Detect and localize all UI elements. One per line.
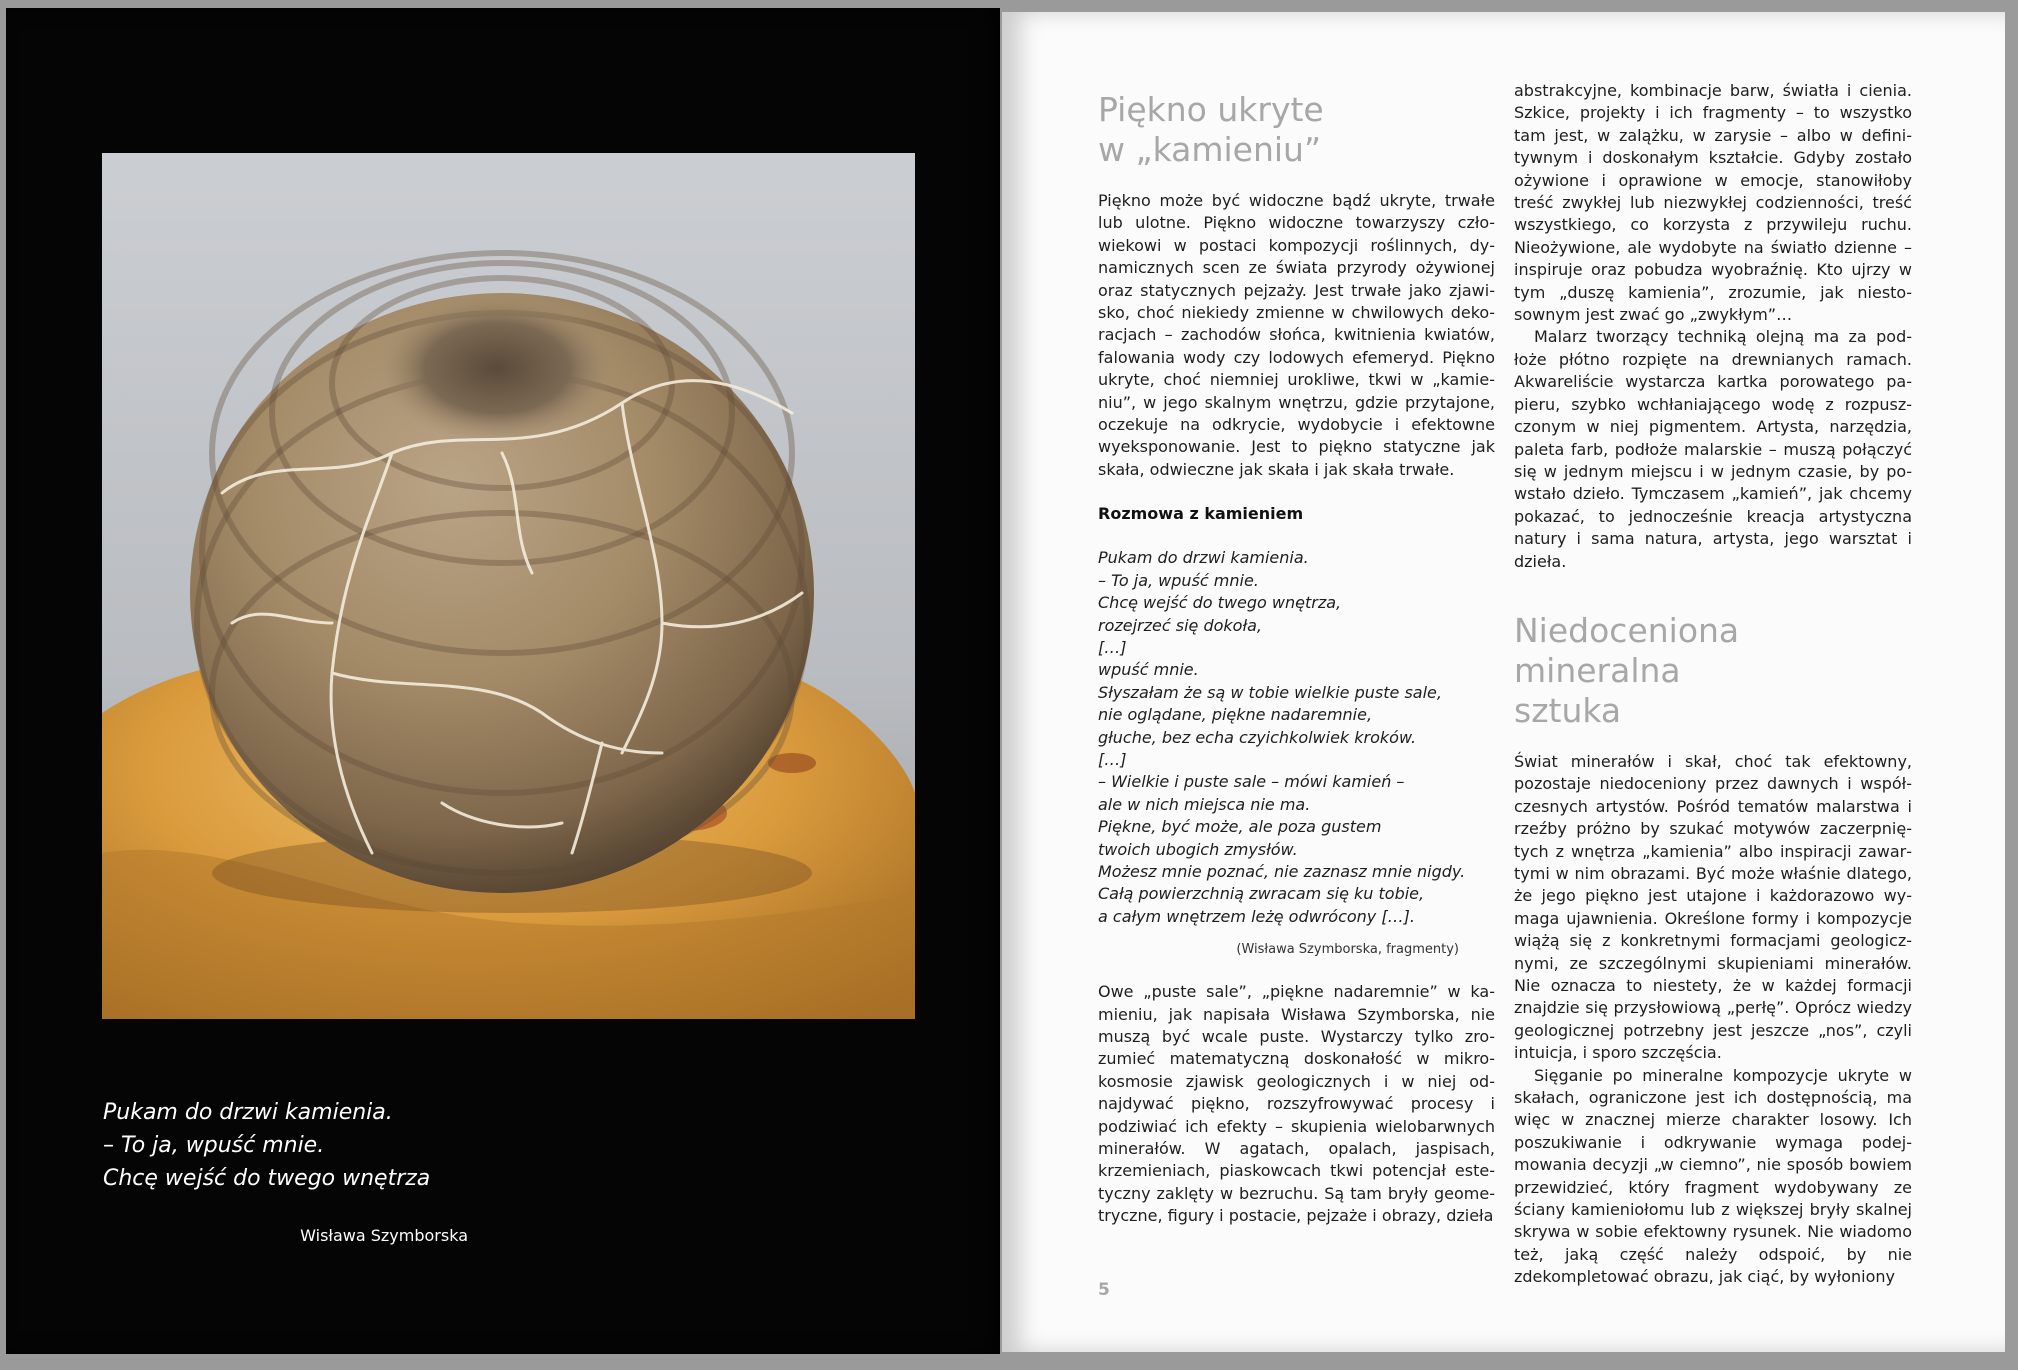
poem-line: Chcę wejść do twego wnętrza,	[1098, 593, 1342, 613]
body-paragraph: Sięganie po mineralne kompozycje ukryte w skałach, ograniczone jest ich dostępnością, ma więc w znacznej mierze charakter losowy. Ich poszukiwanie i odkrywanie wymaga podejmowania decyzji „w ciemno”, nie sposób bowiem przewidzieć, który fragment wydobywany ze ściany kamieniołomu lub z większej bryły skalnej skrywa w sobie efektowny rysunek. Nie wiadomo też, jaką część należy odspoić, by nie zdekompletować obrazu, jak ciąć, by wyłoniony	[1514, 1065, 1912, 1287]
stone-photo	[102, 153, 915, 1019]
poem-line: Całą powierzchnią zwracam się ku tobie,	[1098, 884, 1425, 904]
pull-quote-author: Wisława Szymborska	[300, 1226, 468, 1245]
poem-line: Pukam do drzwi kamienia.	[1098, 548, 1309, 568]
section-title-1	[1098, 90, 1495, 170]
pull-quote	[103, 1096, 503, 1195]
stone-concretion-image	[102, 153, 915, 1019]
poem-line: a całym wnętrzem leżę odwrócony […].	[1098, 906, 1415, 926]
section-title-2	[1514, 611, 1912, 731]
text-column-2	[1514, 80, 1912, 1289]
poem-line: Piękne, być może, ale poza gustem	[1098, 817, 1382, 837]
title-line: sztuka	[1514, 690, 1622, 730]
poem-line: ale w nich miejsca nie ma.	[1098, 794, 1311, 814]
right-page	[1002, 12, 2005, 1352]
poem-line: wpuść mnie.	[1098, 660, 1199, 680]
body-paragraph: Malarz tworzący techniką olejną ma za podłoże płótno rozpięte na drewnianych ramach. Akwareliście wystarcza kartka porowatego papieru, szybko wchłaniającego wodę z rozpuszczonym w niej pigmentem. Artysta, narzędzia, paleta farb, podłoże malarskie – muszą połączyć się w jednym miejscu i w jednym czasie, by powstało dzieło. Tymczasem „kamień”, jak chcemy pokazać, to jednocześnie kreacja artystyczna natury i sama natura, artysta, jego warsztat i dzieła.	[1514, 327, 1912, 571]
poem-line: twoich ubogich zmysłów.	[1098, 839, 1298, 859]
pull-quote-line: Chcę wejść do twego wnętrza	[103, 1166, 431, 1191]
poem-line: […]	[1098, 637, 1127, 657]
left-page	[6, 8, 1000, 1354]
poem-line: głuche, bez echa czyichkolwiek kroków.	[1098, 727, 1417, 747]
title-line: w „kamieniu”	[1098, 130, 1322, 169]
poem-subheading: Rozmowa z kamieniem	[1098, 504, 1304, 524]
poem-line: rozejrzeć się dokoła,	[1098, 615, 1262, 635]
page-number: 5	[1098, 1280, 1110, 1300]
poem	[1098, 547, 1495, 928]
intro-paragraph: Piękno może być widoczne bądź ukryte, trwałe lub ulotne. Piękno widoczne towarzyszy człowiekowi w postaci kompozycji roślinnych, dynamicznych scen ze świata przyrody ożywionej oraz statycznych pejzaży. Jest trwałe jako zjawisko, choć niekiedy zmienne w chwilowych dekoracjach – zachodów słońca, kwitnienia kwiatów, falowania wody czy lodowych efemeryd. Piękno ukryte, choć niemniej urokliwe, tkwi w „kamieniu”, w jego skalnym wnętrzu, gdzie przytajone, oczekuje na odkrycie, wydobycie i efektowne wyeksponowanie. Jest to piękno statyczne jak skała, odwieczne jak skała i jak skała trwałe.	[1098, 191, 1495, 479]
pull-quote-line: – To ja, wpuść mnie.	[103, 1133, 325, 1158]
text-column-1	[1098, 90, 1495, 1228]
poem-line: – To ja, wpuść mnie.	[1098, 570, 1259, 590]
pull-quote-line: Pukam do drzwi kamienia.	[103, 1100, 393, 1125]
poem-line: Słyszałam że są w tobie wielkie puste sale,	[1098, 682, 1442, 702]
title-line: Piękno ukryte	[1098, 90, 1324, 129]
title-line: Niedoceniona mineralna	[1514, 610, 1740, 690]
poem-line: nie oglądane, piękne nadaremnie,	[1098, 705, 1373, 725]
poem-line: Możesz mnie poznać, nie zaznasz mnie nigdy.	[1098, 861, 1466, 881]
body-paragraph: Owe „puste sale”, „piękne nadaremnie” w kamieniu, jak napisała Wisława Szymborska, nie muszą być wcale puste. Wystarczy tylko zrozumieć matematyczną doskonałość w mikrokosmosie zjawisk geologicznych i w niej odnajdywać piękno, rozszyfrowywać procesy i podziwiać ich efekty – skupienia wielobarwnych minerałów. W agatach, opalach, jaspisach, krzemieniach, piaskowcach tkwi potencjał estetyczny zaklęty w bezruchu. Są tam bryły geometryczne, figury i postacie, pejzaże i obrazy, dzieła	[1098, 982, 1495, 1226]
poem-attribution: (Wisława Szymborska, fragmenty)	[1236, 942, 1459, 958]
poem-line: […]	[1098, 749, 1127, 769]
body-paragraph: abstrakcyjne, kombinacje barw, światła i cienia. Szkice, projekty i ich fragmenty – to wszystko tam jest, w zalążku, w zarysie – albo w definitywnym i doskonałym kształcie. Gdyby zostało ożywione i oprawione w emocje, stanowiłoby treść zwykłej lub niezwykłej codzienności, treść wszystkiego, co korzysta z przywileju ruchu. Nieożywione, ale wydobyte na światło dzienne – inspiruje oraz pobudza wyobraźnię. Kto ujrzy w tym „duszę kamienia”, zrozumie, jak niestosownym jest zwać go „zwykłym”…	[1514, 81, 1912, 325]
body-paragraph: Świat minerałów i skał, choć tak efektowny, pozostaje niedoceniony przez dawnych i współczesnych artystów. Pośród tematów malarstwa i rzeźby próżno by szukać motywów zaczerpniętych z wnętrza „kamienia” albo inspiracji zawartymi w nim obrazami. Być może właśnie dlatego, że jego piękno jest utajone i każdorazowo wymaga ujawnienia. Określone formy i kompozycje wiążą się z konkretnymi formacjami geologicznymi, ze szczególnymi skupieniami minerałów. Nie oznacza to niestety, że w każdej formacji znajdzie się przysłowiową „perłę”. Oprócz wiedzy geologicznej potrzebny jest jeszcze „nos”, czyli intuicja, i sporo szczęścia.	[1514, 751, 1912, 1063]
poem-line: – Wielkie i puste sale – mówi kamień –	[1098, 772, 1405, 792]
